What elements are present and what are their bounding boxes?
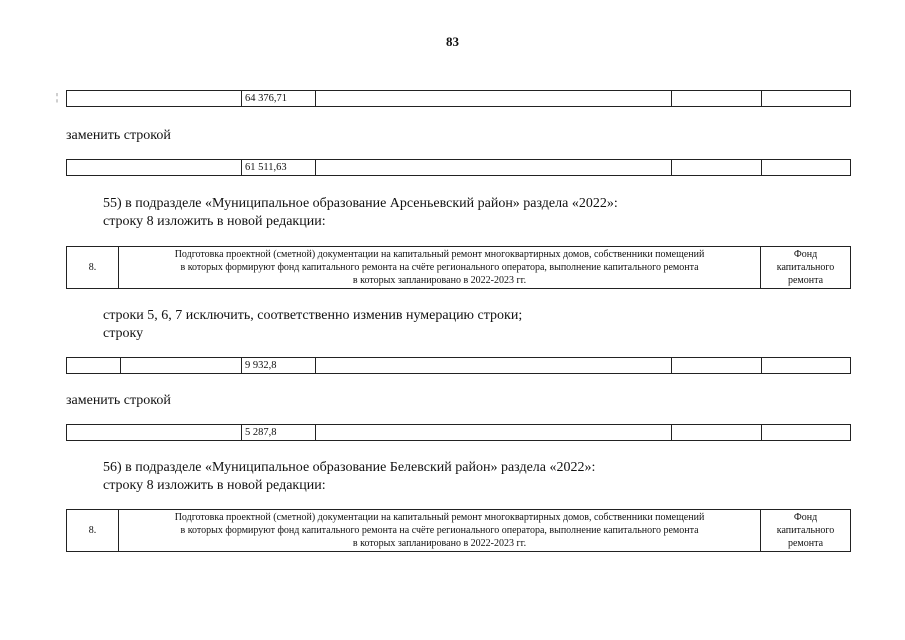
page-number: 83 [446, 34, 459, 49]
table-cell-empty [316, 160, 672, 176]
table-56-row-8 [66, 509, 851, 552]
replace-instruction-1: заменить строкой [66, 128, 171, 143]
table-cell-empty [672, 358, 762, 374]
table-cell-empty [762, 91, 851, 107]
work-description [119, 247, 761, 289]
exclude-instruction: строки 5, 6, 7 исключить, соответственно изменив нумерацию строки; [103, 308, 523, 323]
fund-line: Фонд [793, 512, 818, 523]
fund-line: капитального [776, 262, 835, 273]
work-description [119, 510, 761, 552]
description-line: в которых запланировано в 2022-2023 гг. [352, 538, 527, 549]
fund-source [761, 247, 851, 289]
fund-line: ремонта [787, 538, 824, 549]
description-line: Подготовка проектной (сметной) документации на капитальный ремонт многоквартирных домов, собственники помещений [174, 249, 705, 260]
table-cell-amount: 9 932,8 [242, 358, 316, 374]
row-number: 8. [67, 247, 119, 289]
table-cell-empty [762, 425, 851, 441]
table-cell-amount: 5 287,8 [242, 425, 316, 441]
table-row-original-2 [66, 357, 851, 374]
item-56-instruction: строку 8 изложить в новой редакции: [103, 478, 326, 493]
fund-source [761, 510, 851, 552]
table-cell-amount: 61 511,63 [242, 160, 316, 176]
table-cell-empty [316, 358, 672, 374]
replace-instruction-2: заменить строкой [66, 393, 171, 408]
table-cell-empty [121, 358, 242, 374]
description-line: в которых формируют фонд капитального ремонта на счёте регионального оператора, выполнение капитального ремонта [180, 262, 699, 273]
item-55-instruction: строку 8 изложить в новой редакции: [103, 214, 326, 229]
fund-line: ремонта [787, 275, 824, 286]
table-cell-empty [672, 425, 762, 441]
row-label: строку [103, 326, 144, 341]
fund-line: Фонд [793, 249, 818, 260]
description-line: в которых формируют фонд капитального ремонта на счёте регионального оператора, выполнение капитального ремонта [180, 525, 699, 536]
table-cell-empty [67, 160, 242, 176]
table-cell-empty [67, 358, 121, 374]
description-line: Подготовка проектной (сметной) документации на капитальный ремонт многоквартирных домов, собственники помещений [174, 512, 705, 523]
item-55-heading: 55) в подразделе «Муниципальное образование Арсеньевский район» раздела «2022»: [103, 196, 618, 211]
table-cell-empty [316, 425, 672, 441]
table-55-row-8 [66, 246, 851, 289]
table-cell-empty [67, 91, 242, 107]
table-cell-empty [67, 425, 242, 441]
item-56-heading: 56) в подразделе «Муниципальное образование Белевский район» раздела «2022»: [103, 460, 596, 475]
table-row-replacement-2 [66, 424, 851, 441]
fund-line: капитального [776, 525, 835, 536]
table-cell-empty [762, 160, 851, 176]
table-cell-empty [762, 358, 851, 374]
table-cell-empty [672, 91, 762, 107]
table-row-original-1 [66, 90, 851, 107]
margin-mark: ¦ [56, 92, 59, 103]
table-cell-amount: 64 376,71 [242, 91, 316, 107]
row-number: 8. [67, 510, 119, 552]
table-cell-empty [672, 160, 762, 176]
table-cell-empty [316, 91, 672, 107]
table-row-replacement-1 [66, 159, 851, 176]
description-line: в которых запланировано в 2022-2023 гг. [352, 275, 527, 286]
